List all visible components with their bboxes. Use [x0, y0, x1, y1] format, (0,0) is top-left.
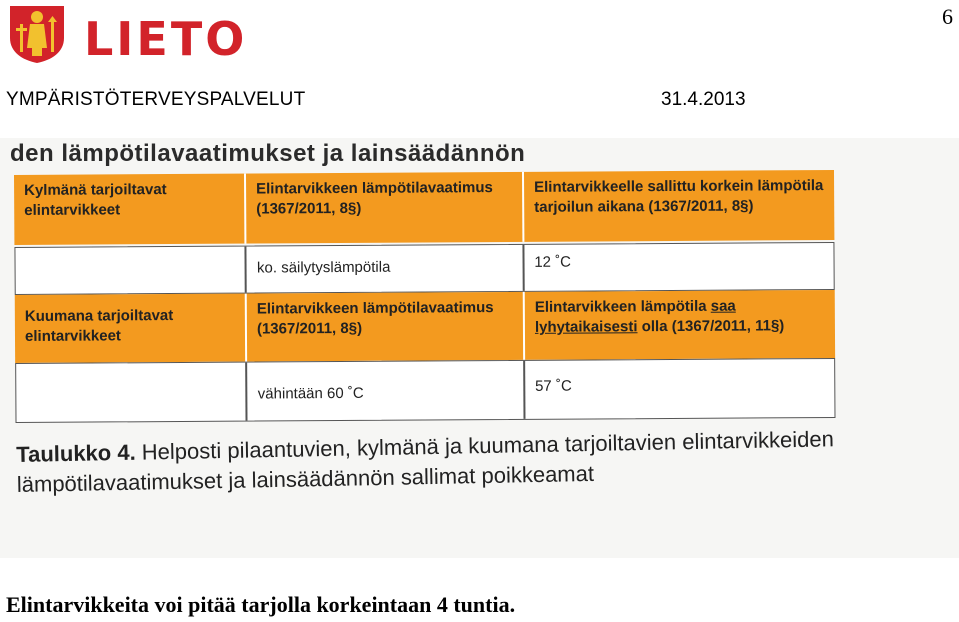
- table-row: [14, 242, 834, 295]
- cut-off-heading-text: den lämpötilavaatimukset ja lainsäädännön: [10, 140, 526, 167]
- department-title: YMPÄRISTÖTERVEYSPALVELUT: [6, 89, 306, 110]
- lieto-coat-of-arms-logo: [8, 4, 66, 64]
- underlined-phrase: saa lyhytaikaisesti: [534, 297, 736, 336]
- temperature-table: [14, 170, 840, 425]
- table-cell: [15, 247, 245, 294]
- page-number: 6: [942, 4, 953, 29]
- cell-text: Elintarvikkeen lämpötila: [534, 297, 711, 316]
- table-row: [14, 170, 834, 245]
- table-cell: Kuumana tarjoiltavat elintarvikkeet: [24, 307, 174, 345]
- table-row: [15, 358, 835, 423]
- caption-label: Taulukko 4.: [16, 439, 136, 467]
- table-cell: [523, 290, 835, 360]
- table-cell: 57 ˚C: [523, 359, 835, 419]
- lieto-wordmark: LIETO: [84, 12, 248, 66]
- table-cell: [16, 363, 246, 422]
- table-cell: ko. säilytyslämpötila: [245, 245, 523, 293]
- footer-statement: Elintarvikkeita voi pitää tarjolla korkeintaan 4 tuntia.: [6, 592, 516, 617]
- table-cell: Kylmänä tarjoiltavat elintarvikkeet: [24, 181, 167, 219]
- caption-text: Helposti pilaantuvien, kylmänä ja kuumana tarjoiltavien elintarvikkeiden lämpötilavaatimukset ja lainsäädännön sallimat poikkeamat: [16, 426, 835, 497]
- table-cell: vähintään 60 ˚C: [246, 361, 524, 421]
- table-cell: 12 ˚C: [522, 243, 834, 291]
- cell-text: olla (1367/2011, 11§): [637, 317, 785, 336]
- table-cell: Elintarvikkeen lämpötilavaatimus (1367/2011, 8§): [244, 172, 522, 244]
- document-date: 31.4.2013: [661, 89, 746, 110]
- table-cell: Elintarvikkeelle sallittu korkein lämpötila tarjoilun aikana (1367/2011, 8§): [522, 170, 834, 242]
- table-cell: Elintarvikkeen lämpötilavaatimus (1367/2011, 8§): [245, 292, 523, 362]
- table-row: [15, 290, 835, 363]
- cut-off-heading: [10, 138, 526, 167]
